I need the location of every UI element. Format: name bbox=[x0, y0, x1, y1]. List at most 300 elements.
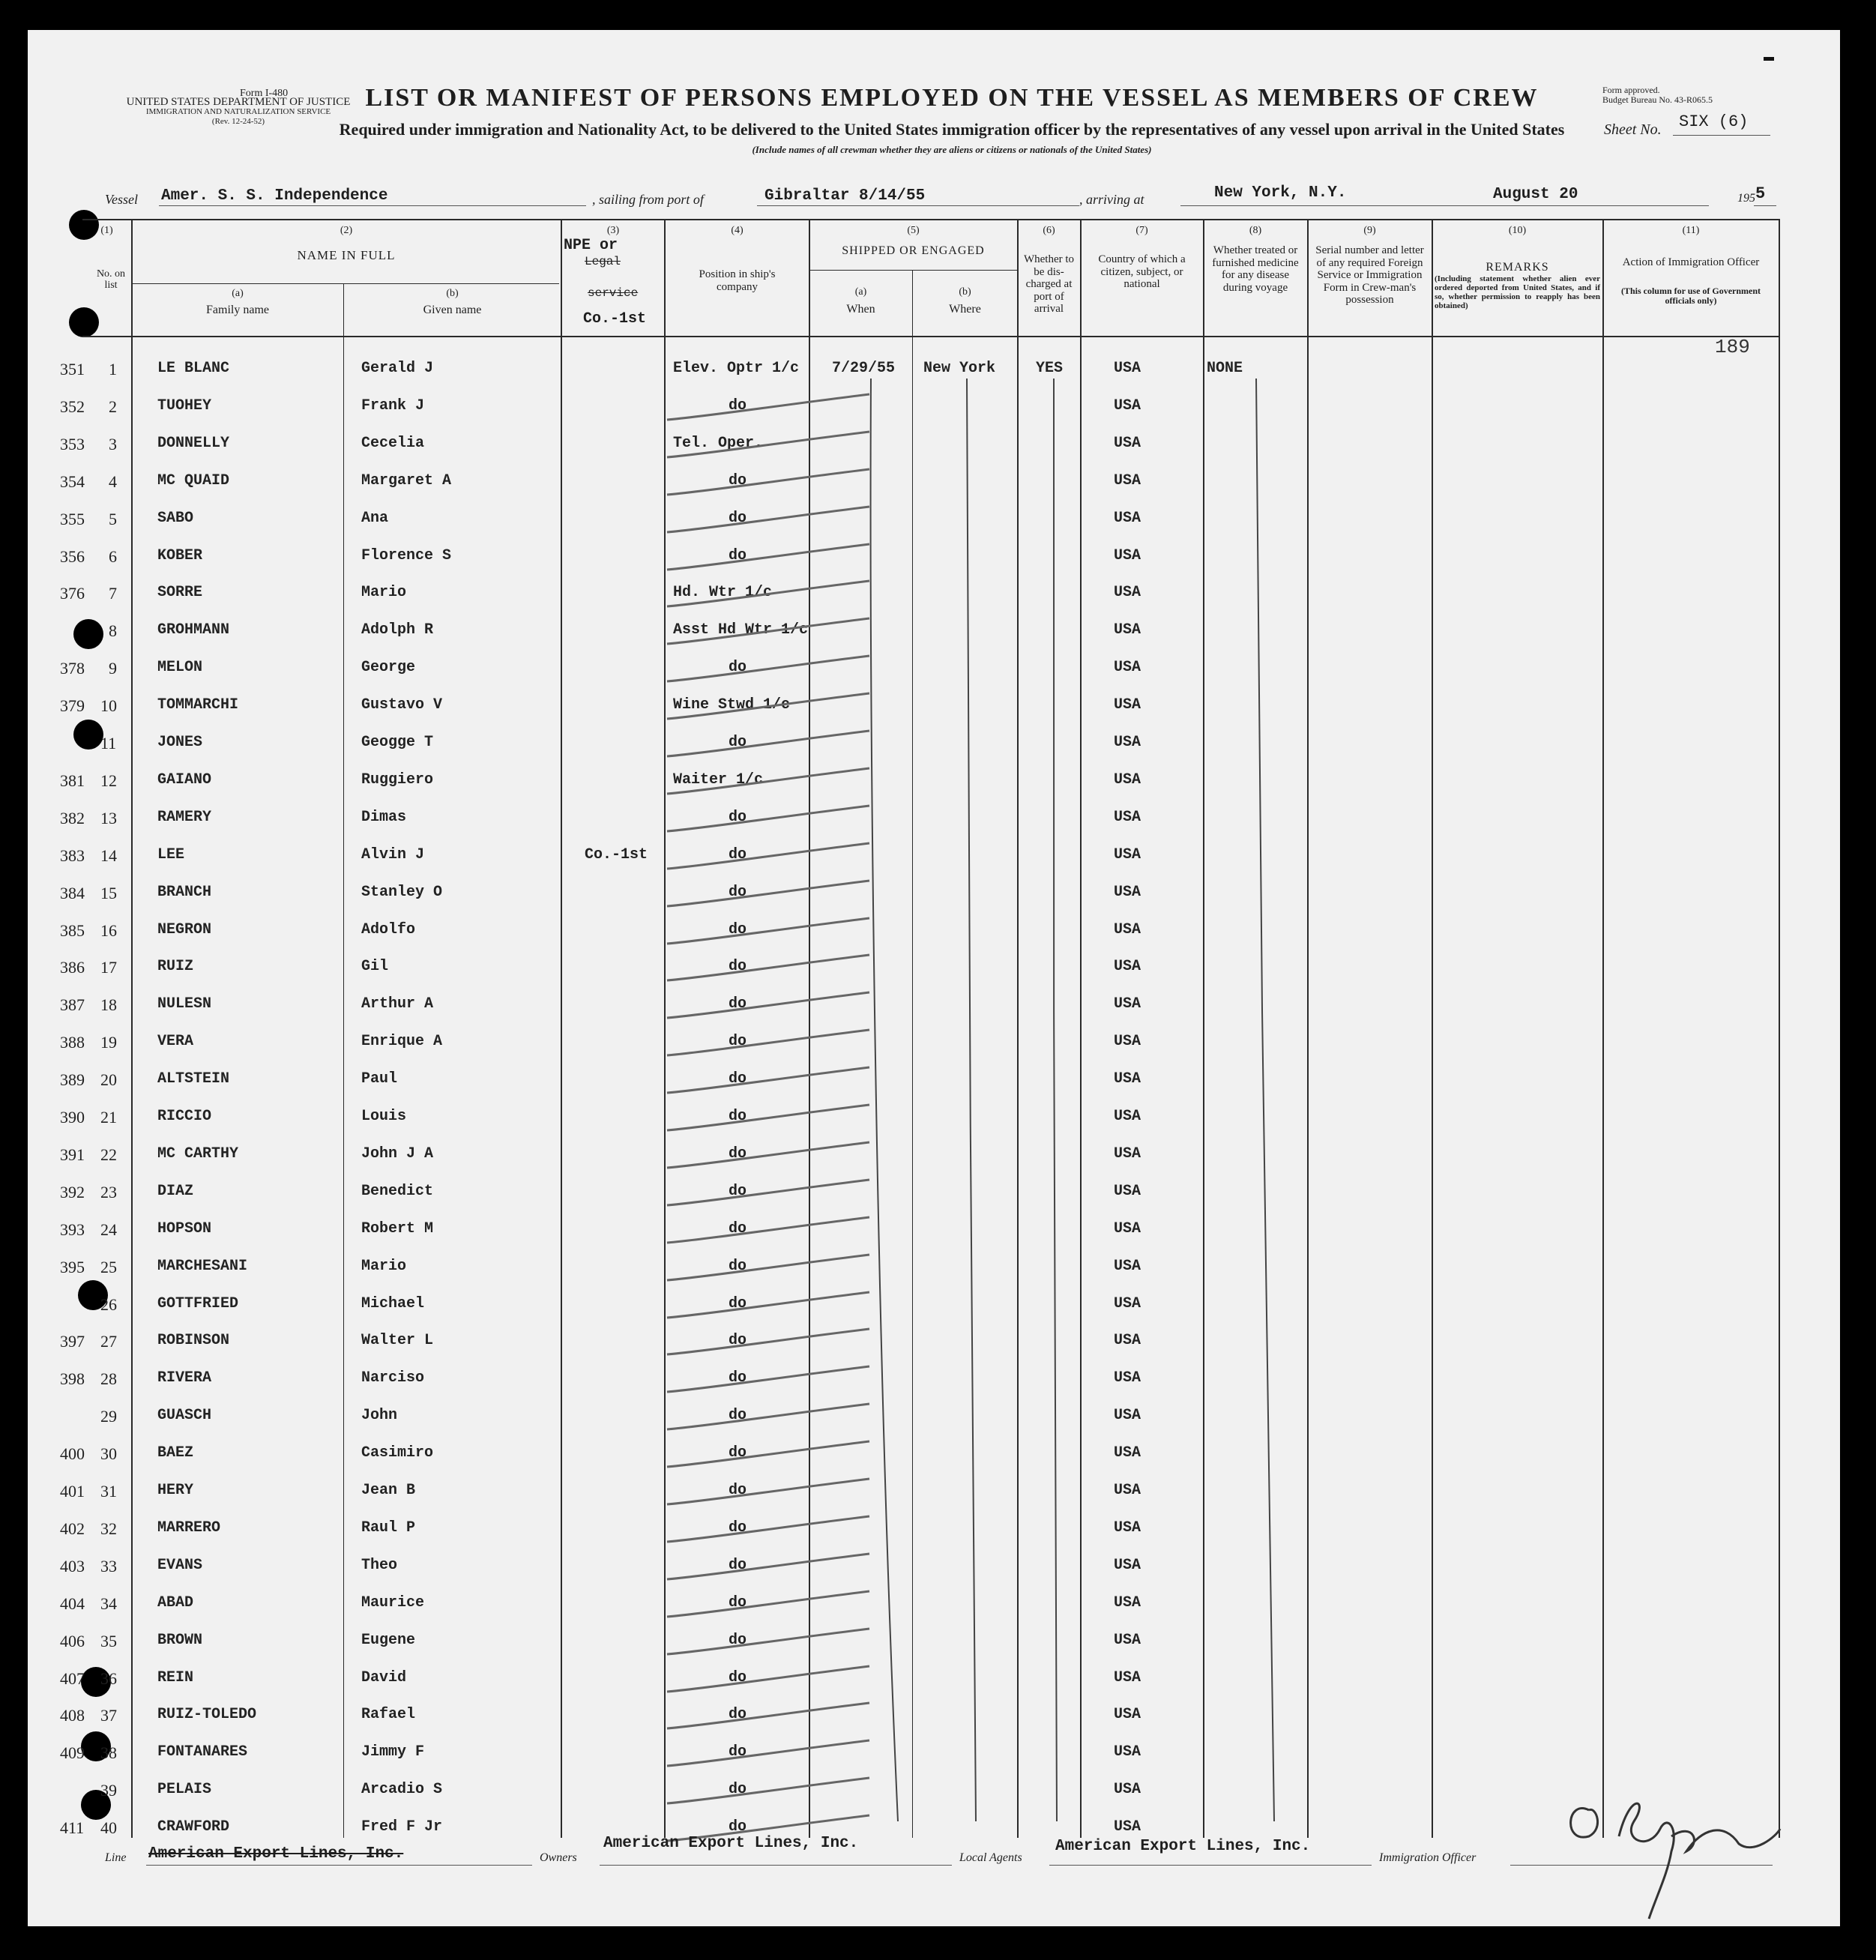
family-name: TOMMARCHI bbox=[157, 696, 239, 714]
row-number: 26 bbox=[100, 1295, 117, 1314]
col3-struck-legal: Legal bbox=[585, 255, 621, 268]
list-number: 390 bbox=[60, 1108, 85, 1127]
sailing-label: , sailing from port of bbox=[592, 192, 704, 207]
family-name: TUOHEY bbox=[157, 397, 212, 414]
row-number: 14 bbox=[100, 846, 117, 865]
col6-header: Whether to be dis-charged at port of arrival bbox=[1023, 253, 1075, 315]
col3-header-co: Co.-1st bbox=[583, 310, 647, 328]
list-number: 383 bbox=[60, 846, 85, 865]
row-number: 5 bbox=[109, 510, 117, 528]
col7-header: Country of which a citizen, subject, or national bbox=[1098, 253, 1186, 290]
shipped-where: New York bbox=[923, 360, 996, 377]
given-name: Narciso bbox=[361, 1369, 425, 1387]
col8-header: Whether treated or furnished medicine for any disease during voyage bbox=[1212, 244, 1299, 294]
position: do bbox=[729, 1332, 747, 1349]
col5a-num: (a) bbox=[854, 286, 867, 298]
position: do bbox=[729, 809, 747, 826]
col4-num: (4) bbox=[731, 225, 744, 236]
department-name: UNITED STATES DEPARTMENT OF JUSTICE bbox=[126, 96, 351, 108]
list-number: 378 bbox=[60, 659, 85, 678]
row-number: 39 bbox=[100, 1781, 117, 1800]
footer-line-label: Line bbox=[105, 1851, 127, 1864]
country: USA bbox=[1114, 1369, 1141, 1387]
position: do bbox=[729, 1220, 747, 1237]
country: USA bbox=[1114, 584, 1141, 601]
position: do bbox=[729, 1444, 747, 1462]
given-name: Alvin J bbox=[361, 846, 425, 863]
row-number: 12 bbox=[100, 771, 117, 790]
row-number: 17 bbox=[100, 958, 117, 977]
country: USA bbox=[1114, 1407, 1141, 1424]
vessel-name: Amer. S. S. Independence bbox=[161, 187, 388, 205]
position: do bbox=[729, 1145, 747, 1163]
country: USA bbox=[1114, 809, 1141, 826]
list-number: 408 bbox=[60, 1706, 85, 1725]
position: do bbox=[729, 1818, 747, 1836]
country: USA bbox=[1114, 1220, 1141, 1237]
position: Tel. Oper. bbox=[673, 435, 764, 452]
col8-num: (8) bbox=[1249, 225, 1262, 236]
list-number: 352 bbox=[60, 397, 85, 416]
given-name: Frank J bbox=[361, 397, 425, 414]
given-name: Ana bbox=[361, 510, 389, 527]
list-number: 379 bbox=[60, 696, 85, 715]
position: do bbox=[729, 1632, 747, 1649]
position: do bbox=[729, 921, 747, 938]
row-number: 10 bbox=[100, 696, 117, 715]
row-number: 24 bbox=[100, 1220, 117, 1239]
row-number: 13 bbox=[100, 809, 117, 827]
country: USA bbox=[1114, 1482, 1141, 1499]
medicine: NONE bbox=[1207, 360, 1243, 377]
position: Hd. Wtr 1/c bbox=[673, 584, 773, 601]
country: USA bbox=[1114, 1743, 1141, 1761]
country: USA bbox=[1114, 1183, 1141, 1200]
family-name: MARRERO bbox=[157, 1519, 221, 1537]
col2b-num: (b) bbox=[446, 288, 459, 299]
col2a-num: (a) bbox=[232, 288, 244, 299]
row-number: 4 bbox=[109, 472, 117, 491]
row-number: 34 bbox=[100, 1594, 117, 1613]
list-number: 401 bbox=[60, 1482, 85, 1501]
given-name: Stanley O bbox=[361, 884, 443, 901]
arriving-label: , arriving at bbox=[1079, 192, 1144, 207]
list-number: 402 bbox=[60, 1519, 85, 1538]
footer-owners-label: Owners bbox=[540, 1851, 577, 1864]
position: do bbox=[729, 884, 747, 901]
family-name: FONTANARES bbox=[157, 1743, 248, 1761]
family-name: HOPSON bbox=[157, 1220, 212, 1237]
given-name: Rafael bbox=[361, 1706, 416, 1723]
row-number: 36 bbox=[100, 1669, 117, 1688]
sheet-number: SIX (6) bbox=[1679, 112, 1749, 131]
family-name: KOBER bbox=[157, 547, 203, 564]
given-name: Robert M bbox=[361, 1220, 434, 1237]
list-number: 385 bbox=[60, 921, 85, 940]
family-name: REIN bbox=[157, 1669, 194, 1686]
col4-header: Position in ship's company bbox=[699, 268, 776, 293]
family-name: NEGRON bbox=[157, 921, 212, 938]
family-name: MARCHESANI bbox=[157, 1258, 248, 1275]
position: Elev. Optr 1/c bbox=[673, 360, 800, 377]
given-name: David bbox=[361, 1669, 407, 1686]
list-number: 400 bbox=[60, 1444, 85, 1463]
position: do bbox=[729, 846, 747, 863]
country: USA bbox=[1114, 1519, 1141, 1537]
country: USA bbox=[1114, 1818, 1141, 1836]
family-name: BRANCH bbox=[157, 884, 212, 901]
given-name: Dimas bbox=[361, 809, 407, 826]
country: USA bbox=[1114, 884, 1141, 901]
given-name: Ruggiero bbox=[361, 771, 434, 788]
family-name: CRAWFORD bbox=[157, 1818, 230, 1836]
country: USA bbox=[1114, 472, 1141, 489]
position: do bbox=[729, 958, 747, 975]
position: do bbox=[729, 1070, 747, 1088]
given-name: Margaret A bbox=[361, 472, 452, 489]
row-number: 32 bbox=[100, 1519, 117, 1538]
position: Wine Stwd 1/c bbox=[673, 696, 791, 714]
family-name: VERA bbox=[157, 1033, 194, 1050]
list-number: 393 bbox=[60, 1220, 85, 1239]
family-name: GAIANO bbox=[157, 771, 212, 788]
given-name: John J A bbox=[361, 1145, 434, 1163]
position: do bbox=[729, 1258, 747, 1275]
country: USA bbox=[1114, 696, 1141, 714]
row-number: 19 bbox=[100, 1033, 117, 1052]
family-name: JONES bbox=[157, 734, 203, 751]
given-name: Louis bbox=[361, 1108, 407, 1125]
col5a-header: When bbox=[846, 303, 875, 316]
given-name: Gil bbox=[361, 958, 389, 975]
given-name: Maurice bbox=[361, 1594, 425, 1611]
col11-header: Action of Immigration Officer bbox=[1622, 256, 1760, 268]
family-name: NULESN bbox=[157, 995, 212, 1013]
footer-officer-label: Immigration Officer bbox=[1379, 1851, 1477, 1864]
list-number: 354 bbox=[60, 472, 85, 491]
given-name: Geogge T bbox=[361, 734, 434, 751]
year-prefix: 195 bbox=[1737, 192, 1755, 205]
sailing-port: Gibraltar 8/14/55 bbox=[764, 187, 926, 205]
country: USA bbox=[1114, 1557, 1141, 1574]
list-number: 409 bbox=[60, 1743, 85, 1762]
family-name: HERY bbox=[157, 1482, 194, 1499]
given-name: Eugene bbox=[361, 1632, 416, 1649]
col9-header: Serial number and letter of any required Foreign Service or Immigration Form in Crew-man's possession bbox=[1315, 244, 1424, 306]
country: USA bbox=[1114, 1706, 1141, 1723]
country: USA bbox=[1114, 1145, 1141, 1163]
col5-num: (5) bbox=[907, 225, 920, 236]
position: Asst Hd Wtr 1/c bbox=[673, 621, 809, 639]
country: USA bbox=[1114, 547, 1141, 564]
given-name: Arthur A bbox=[361, 995, 434, 1013]
position: do bbox=[729, 1706, 747, 1723]
page-subtitle: Required under immigration and Nationality Act, to be delivered to the United States immigration officer by the representatives of any vessel upon arrival in the United States bbox=[339, 120, 1565, 139]
col5b-header: Where bbox=[949, 303, 981, 316]
shipped-when: 7/29/55 bbox=[832, 360, 896, 377]
row-number: 30 bbox=[100, 1444, 117, 1463]
country: USA bbox=[1114, 1332, 1141, 1349]
country: USA bbox=[1114, 397, 1141, 414]
row-number: 20 bbox=[100, 1070, 117, 1089]
arriving-port: New York, N.Y. bbox=[1214, 184, 1347, 202]
col2b-header: Given name bbox=[423, 304, 482, 316]
row-number: 9 bbox=[109, 659, 117, 678]
position: do bbox=[729, 659, 747, 676]
given-name: Mario bbox=[361, 1258, 407, 1275]
family-name: EVANS bbox=[157, 1557, 203, 1574]
col1-header: No. on list bbox=[96, 268, 126, 292]
list-number: 386 bbox=[60, 958, 85, 977]
family-name: GROHMANN bbox=[157, 621, 230, 639]
given-name: Michael bbox=[361, 1295, 425, 1312]
position: do bbox=[729, 1407, 747, 1424]
col2a-header: Family name bbox=[206, 304, 269, 316]
row-number: 16 bbox=[100, 921, 117, 940]
col10-header: REMARKS bbox=[1486, 261, 1549, 274]
list-number: 382 bbox=[60, 809, 85, 827]
col11-subheader: (This column for use of Government officials only) bbox=[1620, 286, 1761, 307]
row-number: 11 bbox=[100, 734, 117, 753]
family-name: DIAZ bbox=[157, 1183, 194, 1200]
row-number: 37 bbox=[100, 1706, 117, 1725]
sheet-label: Sheet No. bbox=[1604, 121, 1662, 138]
position: do bbox=[729, 1369, 747, 1387]
given-name: Adolfo bbox=[361, 921, 416, 938]
given-name: Florence S bbox=[361, 547, 452, 564]
col9-num: (9) bbox=[1363, 225, 1376, 236]
year-suffix: 5 bbox=[1755, 184, 1766, 203]
given-name: Adolph R bbox=[361, 621, 434, 639]
family-name: BROWN bbox=[157, 1632, 203, 1649]
position: do bbox=[729, 995, 747, 1013]
country: USA bbox=[1114, 659, 1141, 676]
position: do bbox=[729, 734, 747, 751]
country: USA bbox=[1114, 621, 1141, 639]
country: USA bbox=[1114, 360, 1141, 377]
col5-header: SHIPPED OR ENGAGED bbox=[842, 244, 985, 257]
country: USA bbox=[1114, 1781, 1141, 1798]
country: USA bbox=[1114, 1033, 1141, 1050]
list-number: 387 bbox=[60, 995, 85, 1014]
list-number: 395 bbox=[60, 1258, 85, 1276]
family-name: RUIZ bbox=[157, 958, 194, 975]
col5b-num: (b) bbox=[959, 286, 971, 298]
family-name: RIVERA bbox=[157, 1369, 212, 1387]
budget-bureau: Budget Bureau No. 43-R065.5 bbox=[1602, 94, 1713, 105]
country: USA bbox=[1114, 921, 1141, 938]
country: USA bbox=[1114, 1632, 1141, 1649]
country: USA bbox=[1114, 435, 1141, 452]
country: USA bbox=[1114, 1070, 1141, 1088]
row-number: 1 bbox=[109, 360, 117, 379]
footer-agents-value: American Export Lines, Inc. bbox=[1055, 1838, 1311, 1855]
page-annotation: 189 bbox=[1715, 336, 1750, 358]
given-name: Casimiro bbox=[361, 1444, 434, 1462]
family-name: PELAIS bbox=[157, 1781, 212, 1798]
row-number: 7 bbox=[109, 584, 117, 603]
position: do bbox=[729, 397, 747, 414]
row-number: 6 bbox=[109, 547, 117, 566]
row-number: 28 bbox=[100, 1369, 117, 1388]
row-number: 40 bbox=[100, 1818, 117, 1837]
revision-date: (Rev. 12-24-52) bbox=[211, 117, 265, 126]
form-number: Form I-480 bbox=[240, 88, 289, 99]
given-name: John bbox=[361, 1407, 398, 1424]
discharge-flag: YES bbox=[1036, 360, 1064, 377]
given-name: Jean B bbox=[361, 1482, 416, 1499]
list-number: 355 bbox=[60, 510, 85, 528]
country: USA bbox=[1114, 995, 1141, 1013]
list-number: 356 bbox=[60, 547, 85, 566]
list-number: 404 bbox=[60, 1594, 85, 1613]
position: do bbox=[729, 510, 747, 527]
row-number: 22 bbox=[100, 1145, 117, 1164]
given-name: Benedict bbox=[361, 1183, 434, 1200]
country: USA bbox=[1114, 1108, 1141, 1125]
family-name: RAMERY bbox=[157, 809, 212, 826]
given-name: George bbox=[361, 659, 416, 676]
col11-num: (11) bbox=[1682, 225, 1700, 236]
list-number: 384 bbox=[60, 884, 85, 902]
include-note: (Include names of all crewman whether they are aliens or citizens or nationals of the United States) bbox=[752, 144, 1152, 155]
country: USA bbox=[1114, 1594, 1141, 1611]
position: do bbox=[729, 1669, 747, 1686]
col2-header: NAME IN FULL bbox=[297, 248, 396, 262]
family-name: GOTTFRIED bbox=[157, 1295, 239, 1312]
position: do bbox=[729, 472, 747, 489]
row-number: 29 bbox=[100, 1407, 117, 1426]
footer-owners-value: American Export Lines, Inc. bbox=[603, 1835, 859, 1852]
country: USA bbox=[1114, 771, 1141, 788]
given-name: Cecelia bbox=[361, 435, 425, 452]
list-number: 398 bbox=[60, 1369, 85, 1388]
family-name: LE BLANC bbox=[157, 360, 230, 377]
position: do bbox=[729, 1594, 747, 1611]
given-name: Gustavo V bbox=[361, 696, 443, 714]
family-name: RUIZ-TOLEDO bbox=[157, 1706, 257, 1723]
given-name: Paul bbox=[361, 1070, 398, 1088]
form-approved: Form approved. bbox=[1602, 85, 1660, 95]
service-entry: Co.-1st bbox=[585, 846, 648, 863]
family-name: GUASCH bbox=[157, 1407, 212, 1424]
country: USA bbox=[1114, 1444, 1141, 1462]
row-number: 25 bbox=[100, 1258, 117, 1276]
col3-struck-service: service bbox=[588, 286, 639, 300]
col1-num: (1) bbox=[100, 225, 113, 236]
position: do bbox=[729, 1519, 747, 1537]
list-number: 351 bbox=[60, 360, 85, 379]
row-number: 15 bbox=[100, 884, 117, 902]
col7-num: (7) bbox=[1135, 225, 1148, 236]
list-number: 411 bbox=[60, 1818, 85, 1837]
row-number: 31 bbox=[100, 1482, 117, 1501]
family-name: ALTSTEIN bbox=[157, 1070, 230, 1088]
country: USA bbox=[1114, 1669, 1141, 1686]
given-name: Raul P bbox=[361, 1519, 416, 1537]
row-number: 8 bbox=[109, 621, 117, 640]
position: do bbox=[729, 1781, 747, 1798]
position: do bbox=[729, 1033, 747, 1050]
position: do bbox=[729, 1183, 747, 1200]
list-number: 376 bbox=[60, 584, 85, 603]
position: do bbox=[729, 1482, 747, 1499]
list-number: 406 bbox=[60, 1632, 85, 1650]
col6-num: (6) bbox=[1043, 225, 1055, 236]
vessel-label: Vessel bbox=[105, 192, 138, 207]
col10-subheader: (Including statement whether alien ever ordered deported from United States, and if so, whether permission to reapply has been obtained) bbox=[1435, 274, 1600, 311]
family-name: MC CARTHY bbox=[157, 1145, 239, 1163]
family-name: MC QUAID bbox=[157, 472, 230, 489]
row-number: 27 bbox=[100, 1332, 117, 1351]
family-name: DONNELLY bbox=[157, 435, 230, 452]
col3-num: (3) bbox=[606, 225, 620, 236]
country: USA bbox=[1114, 846, 1141, 863]
position: do bbox=[729, 1295, 747, 1312]
row-number: 21 bbox=[100, 1108, 117, 1127]
position: do bbox=[729, 547, 747, 564]
row-number: 23 bbox=[100, 1183, 117, 1201]
col2-num: (2) bbox=[340, 225, 353, 236]
list-number: 353 bbox=[60, 435, 85, 453]
position: do bbox=[729, 1743, 747, 1761]
list-number: 389 bbox=[60, 1070, 85, 1089]
footer-line-value: American Export Lines, Inc. bbox=[148, 1845, 404, 1863]
country: USA bbox=[1114, 1295, 1141, 1312]
family-name: RICCIO bbox=[157, 1108, 212, 1125]
country: USA bbox=[1114, 510, 1141, 527]
position: do bbox=[729, 1108, 747, 1125]
family-name: LEE bbox=[157, 846, 185, 863]
given-name: Enrique A bbox=[361, 1033, 443, 1050]
list-number: 391 bbox=[60, 1145, 85, 1164]
service-name: IMMIGRATION AND NATURALIZATION SERVICE bbox=[145, 107, 331, 116]
footer-agents-label: Local Agents bbox=[959, 1851, 1022, 1864]
row-number: 33 bbox=[100, 1557, 117, 1575]
row-number: 18 bbox=[100, 995, 117, 1014]
given-name: Jimmy F bbox=[361, 1743, 425, 1761]
country: USA bbox=[1114, 958, 1141, 975]
family-name: ABAD bbox=[157, 1594, 194, 1611]
family-name: MELON bbox=[157, 659, 203, 676]
arrival-date: August 20 bbox=[1493, 186, 1578, 203]
row-number: 35 bbox=[100, 1632, 117, 1650]
row-number: 38 bbox=[100, 1743, 117, 1762]
list-number: 397 bbox=[60, 1332, 85, 1351]
given-name: Theo bbox=[361, 1557, 398, 1574]
col10-num: (10) bbox=[1508, 225, 1527, 236]
col3-header-npe: NPE or bbox=[564, 237, 618, 254]
family-name: SABO bbox=[157, 510, 194, 527]
position: do bbox=[729, 1557, 747, 1574]
page-title: LIST OR MANIFEST OF PERSONS EMPLOYED ON THE VESSEL AS MEMBERS OF CREW bbox=[365, 84, 1539, 112]
family-name: SORRE bbox=[157, 584, 203, 601]
country: USA bbox=[1114, 1258, 1141, 1275]
given-name: Mario bbox=[361, 584, 407, 601]
list-number: 403 bbox=[60, 1557, 85, 1575]
row-number: 3 bbox=[109, 435, 117, 453]
given-name: Arcadio S bbox=[361, 1781, 443, 1798]
row-number: 2 bbox=[109, 397, 117, 416]
list-number: 392 bbox=[60, 1183, 85, 1201]
position: Waiter 1/c bbox=[673, 771, 764, 788]
list-number: 407 bbox=[60, 1669, 85, 1688]
family-name: ROBINSON bbox=[157, 1332, 230, 1349]
list-number: 381 bbox=[60, 771, 85, 790]
family-name: BAEZ bbox=[157, 1444, 194, 1462]
given-name: Fred F Jr bbox=[361, 1818, 443, 1836]
given-name: Walter L bbox=[361, 1332, 434, 1349]
